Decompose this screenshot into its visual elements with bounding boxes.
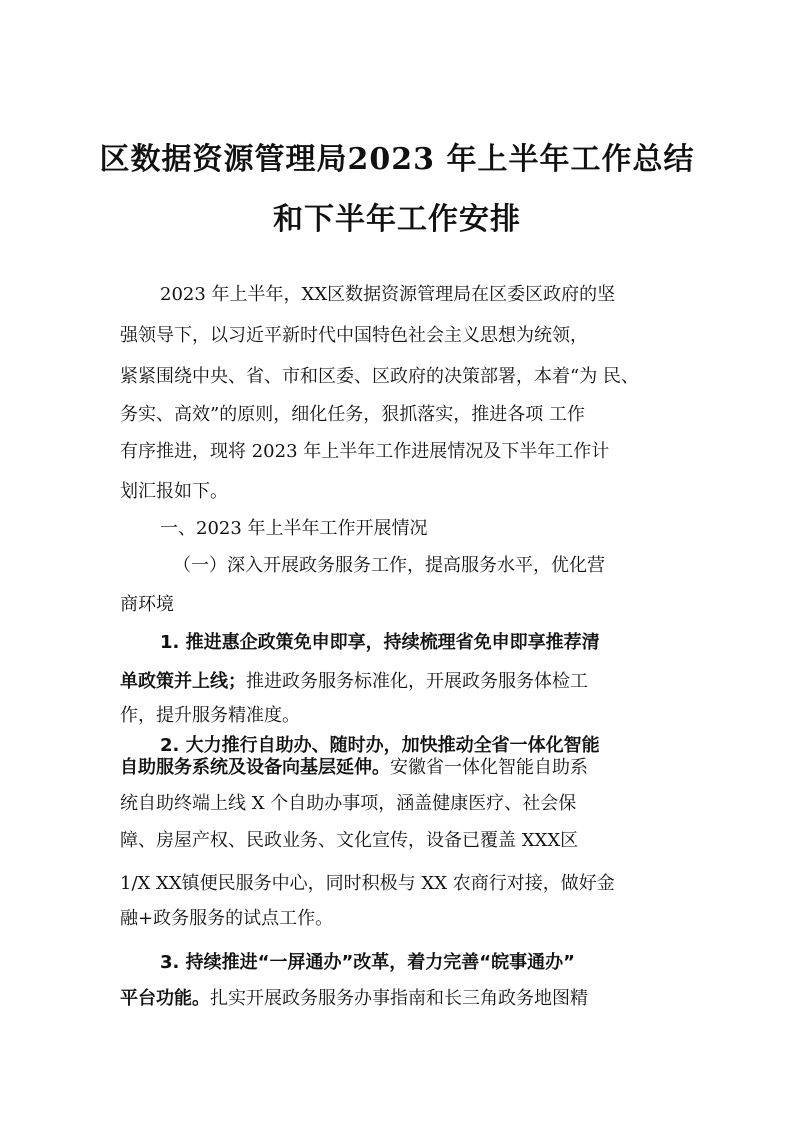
item-3-line-2 bbox=[120, 987, 588, 1011]
item-3-heading-end: 平台功能。 bbox=[120, 988, 210, 1009]
document-title-line-2: 和下半年工作安排 bbox=[273, 202, 521, 237]
intro-line-1: 2023 年上半年，XX区数据资源管理局在区委区政府的坚 bbox=[160, 284, 616, 305]
intro-line-6: 划汇报如下。 bbox=[120, 481, 228, 502]
item-2-line-6: 融+政务服务的试点工作。 bbox=[120, 908, 334, 929]
item-1-heading: 1. 推进惠企政策免申即享，持续梳理省免申即享推荐清 bbox=[160, 632, 600, 653]
intro-line-3: 紧紧围绕中央、省、市和区委、区政府的决策部署，本着“为 民、 bbox=[120, 366, 639, 387]
intro-line-2: 强领导下，以习近平新时代中国特色社会主义思想为统领， bbox=[120, 325, 588, 346]
subsection-heading-line-1: （一）深入开展政务服务工作，提高服务水平，优化营 bbox=[173, 555, 605, 576]
intro-line-5: 有序推进，现将 2023 年上半年工作进展情况及下半年工作计 bbox=[120, 441, 610, 462]
item-2-line-3: 统自助终端上线 X 个自助办事项，涵盖健康医疗、社会保 bbox=[120, 793, 577, 814]
item-3-text: 扎实开展政务服务办事指南和长三角政务地图精 bbox=[210, 988, 588, 1009]
item-1-line-2 bbox=[120, 670, 588, 694]
section-heading: 一、2023 年上半年工作开展情况 bbox=[160, 518, 428, 539]
item-2-line-5: 1/X XX镇便民服务中心，同时积极与 XX 农商行对接，做好金 bbox=[120, 873, 615, 894]
item-1-heading-end: 单政策并上线； bbox=[120, 671, 246, 692]
item-3-heading: 3. 持续推进“一屏通办”改革，着力完善“皖事通办” bbox=[160, 952, 575, 973]
document-title-line-1: 区数据资源管理局2023 年上半年工作总结 bbox=[99, 142, 695, 177]
item-2-heading: 2. 大力推行自助办、随时办，加快推动全省一体化智能 bbox=[160, 735, 600, 756]
item-1-line-3: 作，提升服务精准度。 bbox=[120, 705, 300, 726]
item-2-line-2 bbox=[120, 756, 588, 780]
item-2-line-4: 障、房屋产权、民政业务、文化宣传，设备已覆盖 XXX区 bbox=[120, 830, 579, 851]
item-1-text: 推进政务服务标准化，开展政务服务体检工 bbox=[246, 671, 588, 692]
intro-line-4: 务实、高效”的原则，细化任务，狠抓落实，推进各项 工作 bbox=[120, 404, 585, 425]
item-2-heading-end: 自助服务系统及设备向基层延伸。 bbox=[120, 757, 390, 778]
subsection-heading-line-2: 商环境 bbox=[120, 594, 174, 615]
item-2-text: 安徽省一体化智能自助系 bbox=[390, 757, 588, 778]
